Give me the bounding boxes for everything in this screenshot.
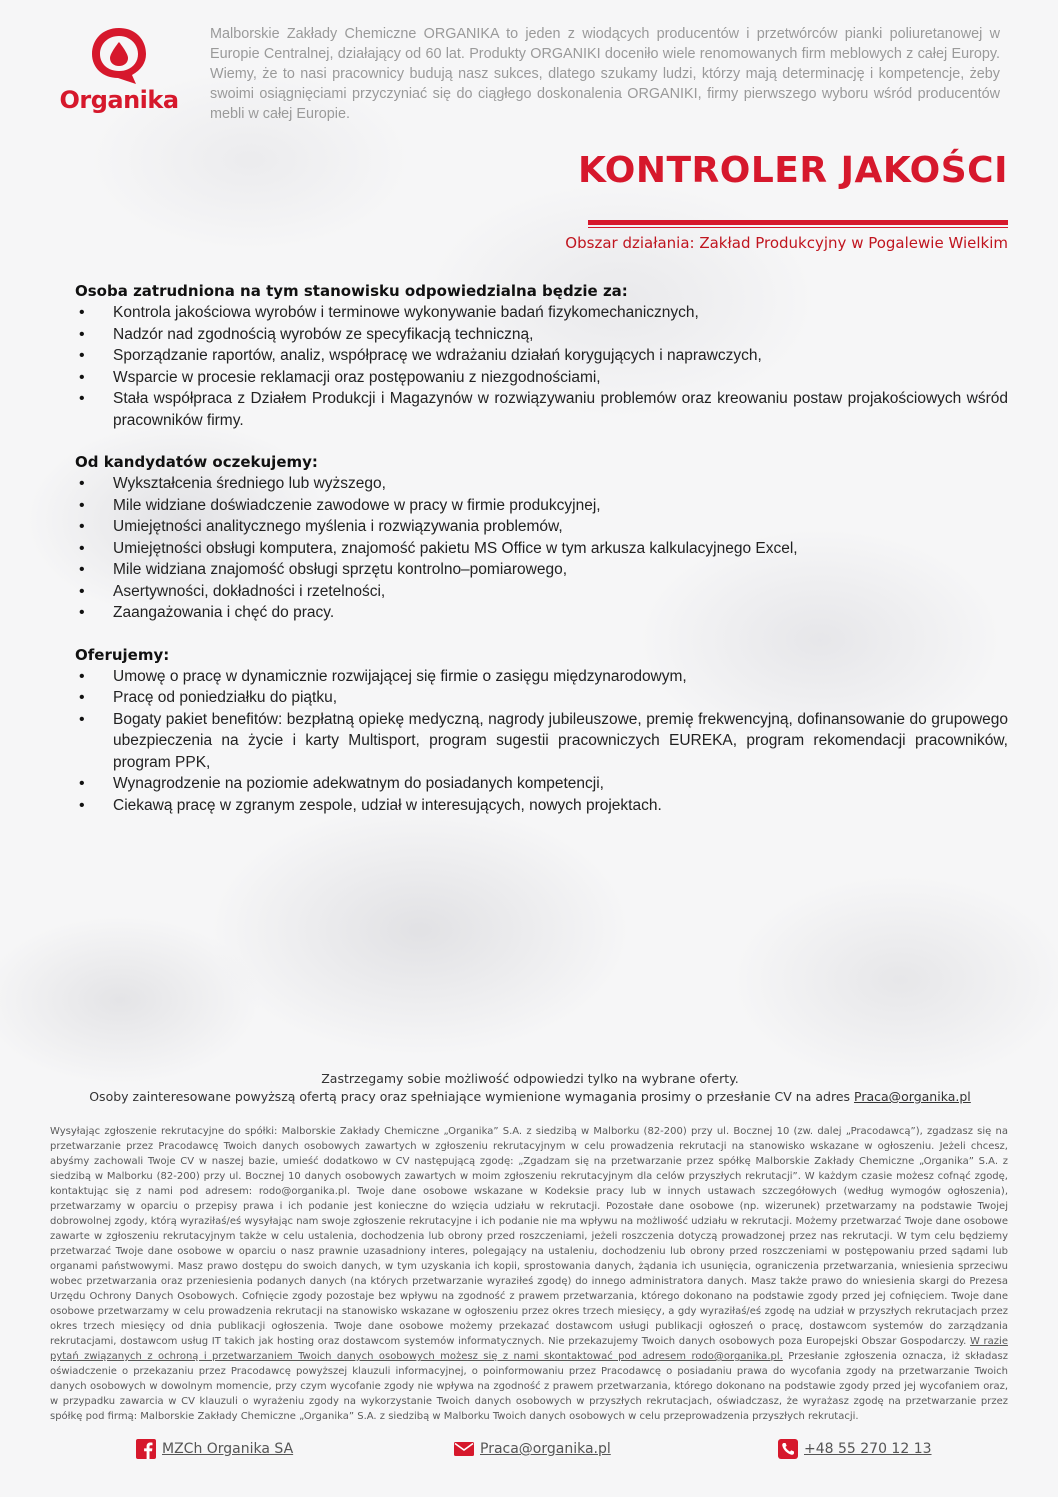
disclaimer [60, 1070, 1000, 1106]
footer-facebook[interactable] [136, 1436, 293, 1462]
job-title: KONTROLER JAKOŚCI [577, 150, 1008, 191]
title-divider-thick [588, 220, 1008, 225]
job-description [75, 280, 1008, 836]
company-logo [58, 26, 180, 118]
list-item: • Ciekawą pracę w zgranym zespole, udział w interesujących, nowych projektach. [75, 795, 1008, 817]
email-link[interactable]: Praca@organika.pl [480, 1441, 611, 1457]
logo-wordmark: Organika [59, 86, 179, 114]
list-item: • Stała współpraca z Działem Produkcji i Magazynów w rozwiązywaniu problemów oraz kreowaniu postaw projakościowych wśród pracowników firmy. [75, 388, 1008, 431]
facebook-link[interactable]: MZCh Organika SA [162, 1441, 294, 1457]
company-intro: Malborskie Zakłady Chemiczne ORGANIKA to jeden z wiodących producentów i przetwórców pianki poliuretanowej w Europie Centralnej, działający od 60 lat. Produkty ORGANIKI doceniło wiele renomowanych firm meblowych z całej Europy. Wiemy, że to nasi pracownicy budują nasz sukces, dlatego szukamy ludzi, którzy mają determinację i kompetencje, żeby swoimi osiągnięciami przyczyniać się do ciągłego doskonalenia ORGANIKI, firmy pierwszego wyboru wśród producentów mebli w całej Europie. [210, 26, 1000, 122]
bullet-list [75, 666, 1008, 817]
title-divider-thin [588, 227, 1008, 228]
responsibilities-section [75, 280, 1008, 431]
list-item: • Wykształcenia średniego lub wyższego, [75, 473, 1008, 495]
organika-logo-mark-icon [88, 26, 150, 86]
list-item: • Sporządzanie raportów, analiz, współpracę we wdrażaniu działań korygujących i naprawczych, [75, 345, 1008, 367]
requirements-section [75, 451, 1008, 624]
contact-footer [0, 1436, 1058, 1466]
list-item: • Wsparcie w procesie reklamacji oraz postępowaniu z niezgodnościami, [75, 367, 1008, 389]
disclaimer-line: Zastrzegamy sobie możliwość odpowiedzi tylko na wybrane oferty. [321, 1071, 739, 1086]
bullet-list [75, 473, 1008, 624]
gdpr-contact-link[interactable]: W razie pytań związanych z ochroną i przetwarzaniem Twoich danych osobowych możesz się z nami skontaktować pod adresem rodo@organika.pl. [50, 1336, 1008, 1362]
facebook-icon [136, 1439, 156, 1459]
bullet-list [75, 302, 1008, 431]
list-item: • Zaangażowania i chęć do pracy. [75, 602, 1008, 624]
phone-link[interactable]: +48 55 270 12 13 [804, 1441, 932, 1457]
list-item: • Pracę od poniedziałku do piątku, [75, 687, 1008, 709]
phone-icon [778, 1439, 798, 1459]
gdpr-clause [50, 1124, 1008, 1424]
footer-phone[interactable] [778, 1436, 932, 1462]
list-item: • Bogaty pakiet benefitów: bezpłatną opiekę medyczną, nagrody jubileuszowe, premię frekwencyjną, dofinansowanie do grupowego ubezpieczenia na życie i karty Multisport, program sugestii pracowniczych EUREKA, program rekomendacji pracowników, program PPK, [75, 709, 1008, 774]
footer-email[interactable] [454, 1436, 611, 1462]
offer-section [75, 644, 1008, 817]
section-heading: Oferujemy: [75, 645, 170, 664]
list-item: • Mile widziane doświadczenie zawodowe w pracy w firmie produkcyjnej, [75, 495, 1008, 517]
list-item: • Umowę o pracę w dynamicznie rozwijającej się firmie o zasięgu międzynarodowym, [75, 666, 1008, 688]
section-heading: Osoba zatrudniona na tym stanowisku odpowiedzialna będzie za: [75, 282, 628, 300]
list-item: • Wynagrodzenie na poziomie adekwatnym do posiadanych kompetencji, [75, 773, 1008, 795]
list-item: • Nadzór nad zgodnością wyrobów ze specyfikacją techniczną, [75, 324, 1008, 346]
list-item: • Mile widziana znajomość obsługi sprzętu kontrolno–pomiarowego, [75, 559, 1008, 581]
envelope-icon [454, 1439, 474, 1459]
job-area: Obszar działania: Zakład Produkcyjny w Pogalewie Wielkim [565, 234, 1008, 252]
apply-instruction: Osoby zainteresowane powyższą ofertą pracy oraz spełniające wymienione wymagania prosimy o przesłanie CV na adres [89, 1089, 854, 1104]
list-item: • Umiejętności analitycznego myślenia i rozwiązywania problemów, [75, 516, 1008, 538]
section-heading: Od kandydatów oczekujemy: [75, 453, 318, 471]
list-item: • Umiejętności obsługi komputera, znajomość pakietu MS Office w tym arkusza kalkulacyjnego Excel, [75, 538, 1008, 560]
gdpr-text: Przesłanie zgłoszenia oznacza, iż składasz oświadczenie o przekazaniu przez Pracodawcę powyższej klauzuli informacyjnej, o poinformowaniu przez Pracodawcę o posiadaniu prawa do wycofania zgody na przetwarzanie Twoich danych osobowych w dowolnym momencie, przy czym wycofanie zgody nie wpływa na zgodność z prawem przetwarzania, którego dokonano na podstawie zgody przed jej wycofaniem oraz, w przypadku zawarcia w CV klauzuli o wyrażeniu zgody na wykorzystanie Twoich danych osobowych w przyszłych rekrutacjach, oświadczasz, że wyrażasz zgodę na przetwarzanie przez spółkę pod firmą: Malborskie Zakłady Chemiczne „Organika” S.A. z siedzibą w Malborku Twoich danych osobowych w celu przeprowadzenia przyszłych rekrutacji. [50, 1351, 1008, 1422]
apply-email-link[interactable]: Praca@organika.pl [854, 1089, 971, 1104]
gdpr-text: Wysyłając zgłoszenie rekrutacyjne do spółki: Malborskie Zakłady Chemiczne „Organika” S.A. z siedzibą w Malborku (82-200) przy ul. Bocznej 10 (zw. dalej „Pracodawcą”), zgadzasz się na przetwarzanie przez Pracodawcę Twoich danych osobowych zawartych w zgłoszeniu rekrutacyjnym w celu prowadzenia rekrutacji na stanowisko wskazane w ogłoszeniu. Jeżeli chcesz, abyśmy zachowali Twoje CV w naszej bazie, umieść dodatkowo w CV następującą zgodę: „Zgadzam się na przetwarzanie przez spółkę Malborskie Zakłady Chemiczne „Organika” S.A. z siedzibą w Malborku (82-200) przy ul. Bocznej 10 danych osobowych zawartych w moim zgłoszeniu rekrutacyjnym dla celów przyszłych rekrutacji”. W każdym czasie możesz cofnąć zgodę, kontaktując się z nami pod adresem: rodo@organika.pl. Twoje dane osobowe wskazane w Kodeksie pracy lub w innych ustawach szczegółowych (według wymogów ogłoszenia), przetwarzamy w oparciu o przepisy prawa i ich podanie jest konieczne do wzięcia udziału w rekrutacji. Pozostałe dane osobowe (np. wizerunek) przetwarzamy na podstawie Twojej dobrowolnej zgody, którą wyraziłaś/eś wysyłając nam swoje zgłoszenie rekrutacyjne i ich podanie nie ma wpływu na możliwość udziału w rekrutacji. Możemy przetwarzać Twoje dane osobowe zawarte w zgłoszeniu rekrutacyjnym także w celu ustalenia, dochodzenia lub obrony przed roszczeniami, jeżeli roszczenia dotyczą prowadzonej przez nas rekrutacji. W tym celu będziemy przetwarzać Twoje dane osobowe w oparciu o nasz prawnie uzasadniony interes, polegający na ustaleniu, dochodzeniu lub obrony przed roszczeniami w postępowaniu przed sądami lub organami państwowymi. Masz prawo dostępu do swoich danych, w tym uzyskania ich kopii, sprostowania danych, żądania ich usunięcia, ograniczenia przetwarzania, wniesienia sprzeciwu wobec przetwarzania oraz przeniesienia podanych danych (na których przetwarzanie wyraziłeś zgodę) do innego administratora danych. Masz także prawo do wniesienia skargi do Prezesa Urzędu Ochrony Danych Osobowych. Cofnięcie zgody pozostaje bez wpływu na zgodność z prawem przetwarzania, którego dokonano na podstawie zgody przed jej cofnięciem. Twoje dane osobowe przetwarzamy w celu prowadzenia rekrutacji na stanowisko wskazane w ogłoszeniu przez okres trzech miesięcy, a gdy wyraziłaś/eś zgodę na udział w przyszłych rekrutacjach przez okres trzech miesięcy od dnia publikacji ogłoszenia. Twoje dane osobowe możemy przekazać dostawcom usługi publikacji ogłoszeń o pracę, dostawcom systemów do zarządzania rekrutacjami, dostawcom usług IT takich jak hosting oraz dostawcom systemów informatycznych. Nie przekazujemy Twoich danych osobowych poza Europejski Obszar Gospodarczy. [50, 1126, 1008, 1347]
list-item: • Kontrola jakościowa wyrobów i terminowe wykonywanie badań fizykomechanicznych, [75, 302, 1008, 324]
disclaimer-line [60, 1088, 1000, 1106]
list-item: • Asertywności, dokładności i rzetelności, [75, 581, 1008, 603]
